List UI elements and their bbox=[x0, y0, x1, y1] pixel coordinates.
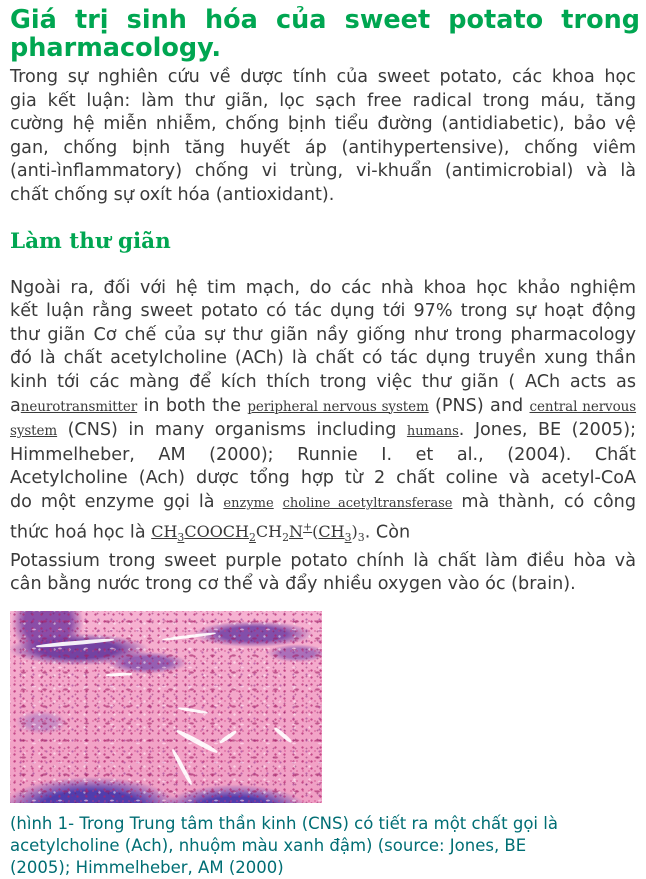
formula-sub-3a: 3 bbox=[177, 531, 185, 545]
main-line-4: đó là chất acetylcholine (ACh) là chất có tác dụng truyền xung thần bbox=[10, 348, 636, 369]
intro-line-1: Trong sự nghiên cứu về dược tính của sweet potato, các khoa học bbox=[10, 67, 636, 87]
main-line-10-prefix: do một enzyme gọi là bbox=[10, 491, 215, 512]
main-line-6-prefix: a bbox=[10, 395, 21, 416]
main-line-11-prefix: thức hoá học là bbox=[10, 521, 146, 542]
main-line-8: Himmelheber, AM (2000); Runnie I. et al., (2004). Chất bbox=[10, 444, 636, 465]
formula-sub-2a: 2 bbox=[249, 531, 256, 545]
main-line-1: Ngoài ra, đối với hệ tim mạch, do các nhà khoa học khảo nghiệm bbox=[10, 277, 636, 298]
main-line-11 bbox=[10, 516, 636, 550]
main-line-3: thư giãn Cơ chế của sự thư giãn nầy giống như trong pharmacology bbox=[10, 324, 636, 345]
main-line-10-tail: mà thành, có công bbox=[461, 491, 636, 512]
intro-line-6: chất chống sự oxít hóa (antioxidant). bbox=[10, 184, 335, 205]
figure-caption-line-3: (2005); Himmelheber, AM (2000) bbox=[10, 857, 284, 877]
histology-micrograph-image bbox=[10, 611, 322, 803]
link-enzyme[interactable]: enzyme bbox=[223, 495, 274, 511]
link-central-nervous[interactable]: central nervous bbox=[529, 398, 637, 415]
main-line-7-tail: . Jones, BE (2005); bbox=[458, 420, 637, 441]
main-paragraph bbox=[0, 254, 646, 597]
main-line-2: kết luận rằng sweet potato có tác dụng tới 97% trong sự hoạt động bbox=[10, 301, 636, 322]
formula-sub-3c: 3 bbox=[357, 531, 365, 545]
main-line-9: Acetylcholine (Ach) dược tổng hợp từ 2 chất coline và acetyl-CoA bbox=[10, 468, 636, 489]
page-title-line-2: pharmacology. bbox=[10, 33, 222, 63]
link-choline-acetyltransferase[interactable]: choline acetyltransferase bbox=[282, 495, 453, 511]
main-line-11-tail: . Còn bbox=[364, 521, 411, 542]
formula-part-ch: CH bbox=[151, 521, 178, 541]
link-central-nervous-system-cont[interactable]: system bbox=[10, 423, 58, 440]
formula-part-n: N bbox=[289, 521, 304, 541]
figure-caption-line-2: acetylcholine (Ach), nhuộm màu xanh đậm) (source: Jones, BE bbox=[10, 835, 527, 855]
formula-paren-open: ( bbox=[312, 521, 319, 541]
formula-sub-3b: 3 bbox=[344, 531, 352, 545]
link-humans[interactable]: humans bbox=[406, 424, 459, 440]
main-line-10 bbox=[10, 491, 636, 516]
figure-block bbox=[0, 597, 646, 803]
main-line-6-mid: in both the bbox=[143, 395, 242, 416]
page-title bbox=[0, 0, 646, 62]
main-line-7 bbox=[10, 419, 636, 444]
main-line-12: Potassium trong sweet purple potato chính là chất làm điều hòa và bbox=[10, 550, 636, 571]
formula-part-ch3: CH bbox=[318, 521, 345, 541]
formula-part-cooch: COOCH bbox=[184, 521, 249, 541]
page-title-line-1: Giá trị sinh hóa của sweet potato trong bbox=[10, 5, 640, 35]
link-neurotransmitter[interactable]: neurotransmitter bbox=[20, 398, 138, 415]
intro-paragraph bbox=[0, 62, 646, 208]
main-line-13: cân bằng nước trong cơ thể và đẩy nhiều oxygen vào óc (brain). bbox=[10, 574, 576, 595]
intro-line-5: (anti-ìnflammatory) chống vi trùng, vi-khuẩn (antimicrobial) và là bbox=[10, 161, 636, 182]
main-line-6-pns-abbr: (PNS) and bbox=[435, 395, 524, 416]
formula-sub-2b: 2 bbox=[282, 531, 290, 545]
main-line-6 bbox=[10, 395, 636, 420]
intro-line-3: cường hệ miễn nhiễm, chống bịnh tiểu đường (antidiabetic), bảo vệ bbox=[10, 114, 636, 135]
formula-part-ch2: CH bbox=[255, 521, 283, 541]
formula-sup-plus: + bbox=[303, 520, 313, 534]
link-peripheral-nervous-system[interactable]: peripheral nervous system bbox=[247, 398, 429, 415]
formula-paren-close: ) bbox=[351, 521, 358, 541]
main-line-5: kinh tới các màng để kích thích trong việc thư giãn ( ACh acts as bbox=[10, 371, 636, 392]
section-heading-lam-thu-gian: Làm thư giãn bbox=[10, 228, 171, 254]
intro-line-2: gia kết luận: làm thư giãn, lọc sạch free radical trong máu, tăng bbox=[10, 90, 636, 111]
intro-line-4: gan, chống bịnh tăng huyết áp (antihypertensive), chống viêm bbox=[10, 137, 636, 158]
figure-caption-line-1: (hình 1- Trong Trung tâm thần kinh (CNS) có tiết ra một chất gọi là bbox=[10, 813, 558, 833]
figure-caption bbox=[0, 803, 646, 879]
main-line-7-cns-abbr: (CNS) in many organisms including bbox=[67, 420, 397, 441]
chemical-formula-acetylcholine bbox=[151, 520, 365, 545]
